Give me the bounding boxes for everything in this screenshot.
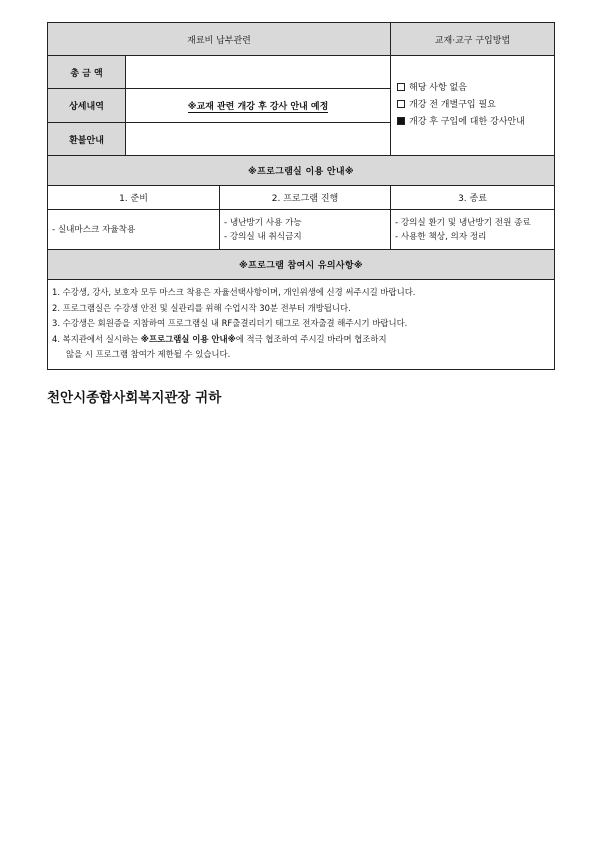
refund-label: 환불안내: [48, 123, 126, 156]
total-amount-label: 총 금 액: [48, 56, 126, 89]
caution-item-continued: 않을 시 프로그램 참여가 제한될 수 있습니다.: [66, 349, 231, 359]
step-item: - 사용한 책상, 의자 정리: [395, 231, 487, 242]
cautions-list: [48, 280, 555, 370]
caution-item: 1. 수강생, 강사, 보호자 모두 마스크 착용은 자율선택사항이며, 개인위생에 신경 써주시길 바랍니다.: [52, 287, 416, 297]
unchecked-box-icon: [397, 83, 405, 91]
program-usage-title: ※프로그램실 이용 안내※: [48, 156, 555, 186]
purchase-option: 개강 후 구입에 대한 강사안내: [397, 114, 554, 131]
unchecked-box-icon: [397, 100, 405, 108]
fee-section-header: 재료비 납부관련: [48, 23, 391, 56]
signature-line: 천안시종합사회복지관장 귀하: [47, 390, 222, 406]
step-heading: 1. 준비: [48, 186, 220, 210]
purchase-section-header: 교재·교구 구입방법: [391, 23, 555, 56]
step-item: - 실내마스크 자율착용: [52, 224, 136, 235]
caution-item: 4. 복지관에서 실시하는 ※프로그램실 이용 안내※에 적극 협조하여 주시길 바라며 협조하지: [52, 333, 387, 344]
details-label: 상세내역: [48, 89, 126, 123]
step-heading: 3. 종료: [391, 186, 555, 210]
checked-box-icon: [397, 117, 405, 125]
step-item: - 냉난방기 사용 가능: [224, 217, 302, 228]
program-info-table: [47, 22, 555, 370]
total-amount-value: [126, 56, 391, 89]
step-end-items: [391, 210, 555, 250]
step-preparation-items: [48, 210, 220, 250]
purchase-methods-cell: [391, 56, 555, 156]
step-item: - 강의실 환기 및 냉난방기 전원 종료: [395, 217, 531, 228]
step-progress-items: [220, 210, 391, 250]
caution-item: 2. 프로그램실은 수강생 안전 및 실관리를 위해 수업시작 30분 전부터 개방됩니다.: [52, 302, 351, 313]
cautions-title: ※프로그램 참여시 유의사항※: [48, 250, 555, 280]
details-value: ※교재 관련 개강 후 강사 안내 예정: [126, 89, 391, 123]
purchase-option: 해당 사항 없음: [397, 80, 554, 97]
step-heading: 2. 프로그램 진행: [220, 186, 391, 210]
purchase-option: 개강 전 개별구입 필요: [397, 97, 554, 114]
refund-value: [126, 123, 391, 156]
step-item: - 강의실 내 취식금지: [224, 231, 302, 242]
caution-item: 3. 수강생은 회원증을 지참하여 프로그램실 내 RF출결리더기 태그로 전자출결 해주시기 바랍니다.: [52, 318, 408, 328]
